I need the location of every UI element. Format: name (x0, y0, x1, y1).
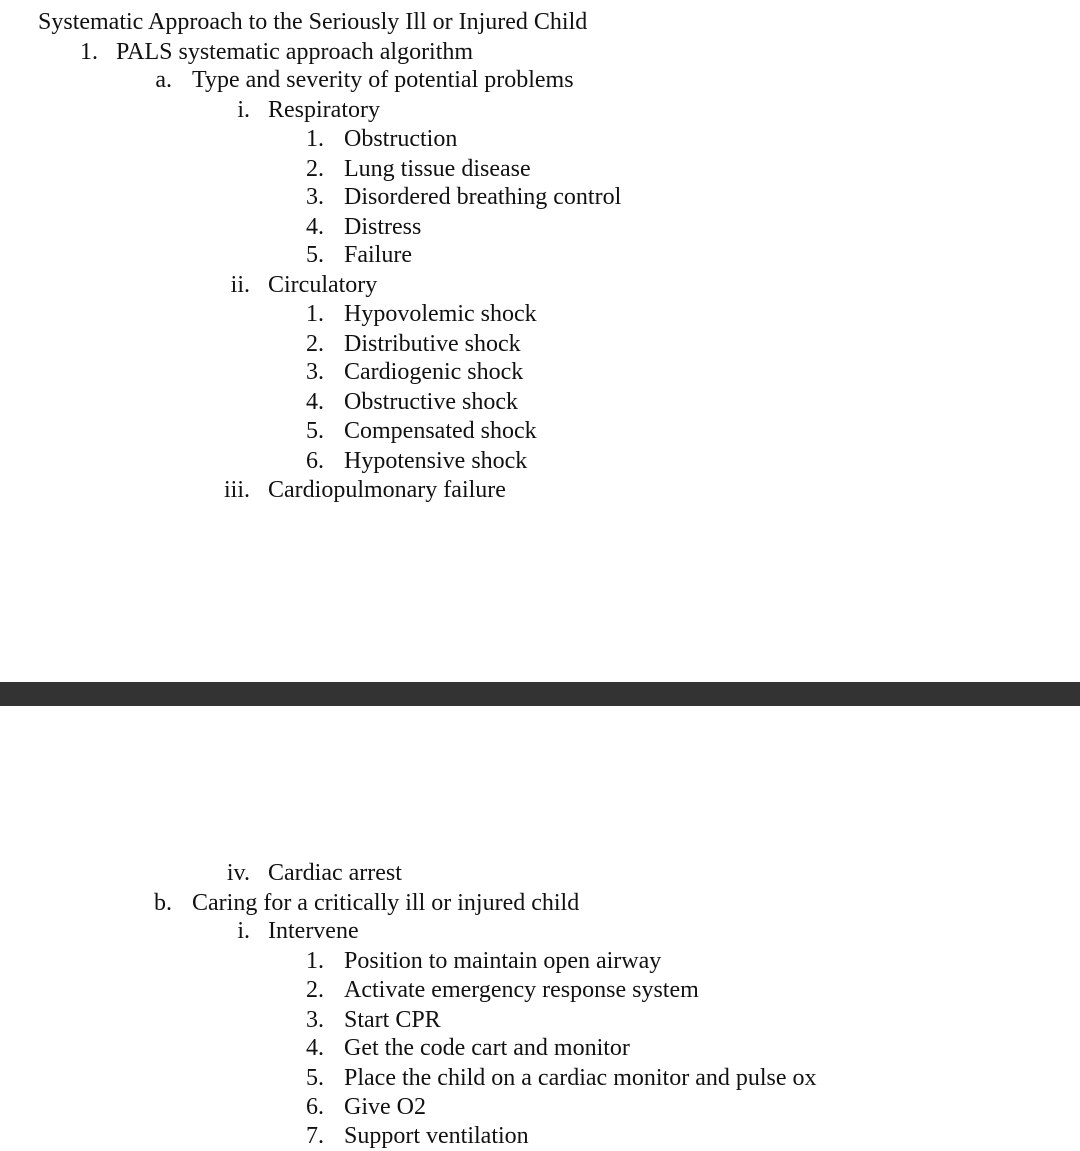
list-item-text: Distress (344, 214, 422, 240)
outline-text: Caring for a critically ill or injured child (192, 890, 580, 916)
outline-marker: 1. (80, 39, 98, 65)
list-item-number: 2. (306, 156, 324, 182)
list-item-text: Distributive shock (344, 331, 521, 357)
list-item-number: 3. (306, 1007, 324, 1033)
list-item-number: 4. (306, 214, 324, 240)
list-item-text: Place the child on a cardiac monitor and pulse ox (344, 1065, 817, 1091)
outline-text: PALS systematic approach algorithm (116, 39, 474, 65)
outline-marker: i. (237, 918, 250, 944)
outline-marker: a. (155, 67, 172, 93)
list-item-number: 5. (306, 242, 324, 268)
outline-text: Cardiopulmonary failure (268, 477, 506, 503)
list-item-number: 3. (306, 359, 324, 385)
list-item-number: 6. (306, 1094, 324, 1120)
list-item-text: Compensated shock (344, 418, 537, 444)
list-item-number: 1. (306, 301, 324, 327)
outline-marker: i. (237, 97, 250, 123)
list-item-text: Start CPR (344, 1007, 441, 1033)
list-item-text: Hypovolemic shock (344, 301, 537, 327)
list-item-number: 1. (306, 948, 324, 974)
list-item-text: Disordered breathing control (344, 184, 622, 210)
list-item-number: 6. (306, 448, 324, 474)
list-item-number: 5. (306, 1065, 324, 1091)
outline-marker: iv. (226, 860, 250, 886)
list-item-text: Obstructive shock (344, 389, 518, 415)
list-item-number: 4. (306, 1035, 324, 1061)
list-item-text: Support ventilation (344, 1123, 529, 1149)
outline-marker: b. (154, 890, 172, 916)
list-item-text: Activate emergency response system (344, 977, 699, 1003)
document-title: Systematic Approach to the Seriously Ill or Injured Child (38, 9, 588, 35)
list-item-text: Give O2 (344, 1094, 426, 1120)
outline-text: Cardiac arrest (268, 860, 402, 886)
list-item-number: 5. (306, 418, 324, 444)
outline-marker: ii. (230, 272, 250, 298)
list-item-number: 2. (306, 977, 324, 1003)
list-item-text: Position to maintain open airway (344, 948, 662, 974)
outline-text: Circulatory (268, 272, 378, 298)
list-item-text: Hypotensive shock (344, 448, 528, 474)
list-item-text: Obstruction (344, 126, 458, 152)
list-item-number: 7. (306, 1123, 324, 1149)
list-item-number: 1. (306, 126, 324, 152)
list-item-text: Failure (344, 242, 412, 268)
outline-text: Intervene (268, 918, 359, 944)
list-item-number: 3. (306, 184, 324, 210)
list-item-text: Get the code cart and monitor (344, 1035, 630, 1061)
outline-marker: iii. (223, 477, 250, 503)
outline-text: Respiratory (268, 97, 380, 123)
outline-text: Type and severity of potential problems (192, 67, 574, 93)
list-item-number: 2. (306, 331, 324, 357)
list-item-text: Lung tissue disease (344, 156, 531, 182)
document-page-2 (0, 706, 1080, 1149)
page-divider (0, 682, 1080, 706)
list-item-text: Cardiogenic shock (344, 359, 524, 385)
list-item-number: 4. (306, 389, 324, 415)
